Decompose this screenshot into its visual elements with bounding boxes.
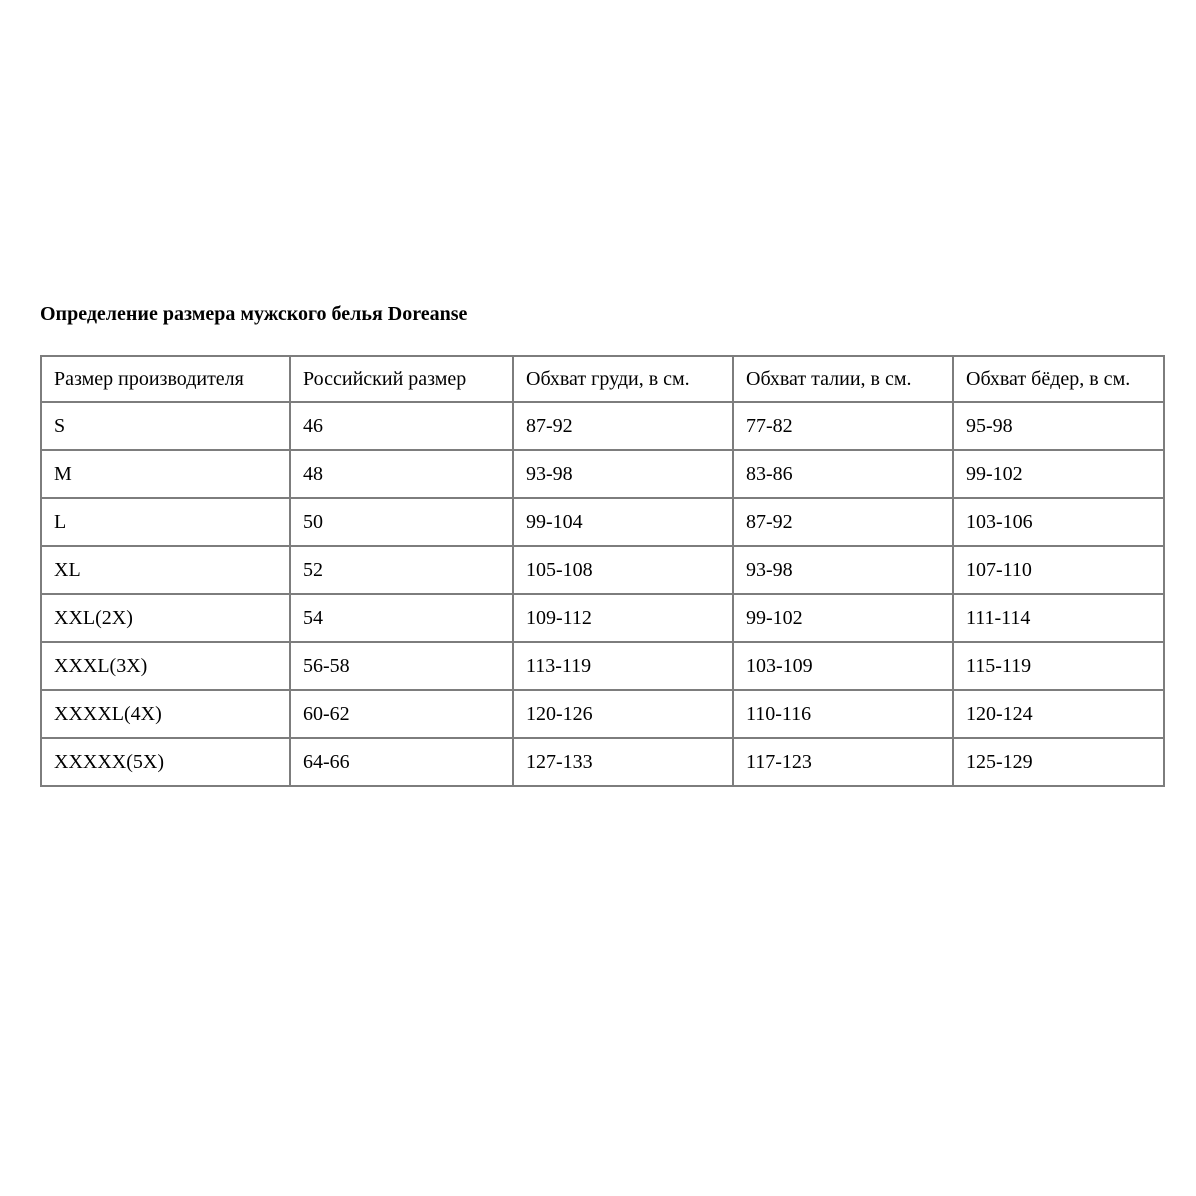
table-cell: L xyxy=(41,498,290,546)
table-cell: S xyxy=(41,402,290,450)
table-cell: XL xyxy=(41,546,290,594)
table-cell: 54 xyxy=(290,594,513,642)
table-cell: 107-110 xyxy=(953,546,1164,594)
table-cell: 48 xyxy=(290,450,513,498)
table-cell: 87-92 xyxy=(733,498,953,546)
table-cell: XXXXL(4X) xyxy=(41,690,290,738)
table-row xyxy=(41,738,1164,786)
table-cell: 99-102 xyxy=(953,450,1164,498)
table-cell: 60-62 xyxy=(290,690,513,738)
page-title: Определение размера мужского белья Doreanse xyxy=(40,303,468,325)
table-cell: 64-66 xyxy=(290,738,513,786)
table-cell: 56-58 xyxy=(290,642,513,690)
table-row xyxy=(41,690,1164,738)
table-cell: 110-116 xyxy=(733,690,953,738)
table-cell: 111-114 xyxy=(953,594,1164,642)
table-cell: 87-92 xyxy=(513,402,733,450)
table-cell: 127-133 xyxy=(513,738,733,786)
table-cell: 117-123 xyxy=(733,738,953,786)
table-cell: XXL(2X) xyxy=(41,594,290,642)
table-row xyxy=(41,642,1164,690)
table-cell: 103-106 xyxy=(953,498,1164,546)
table-row xyxy=(41,450,1164,498)
size-table-body xyxy=(41,402,1164,786)
table-cell: 120-126 xyxy=(513,690,733,738)
header-row xyxy=(41,356,1164,402)
table-cell: 50 xyxy=(290,498,513,546)
table-cell: 93-98 xyxy=(513,450,733,498)
table-row xyxy=(41,594,1164,642)
table-cell: 93-98 xyxy=(733,546,953,594)
column-header-chest: Обхват груди, в см. xyxy=(513,356,733,402)
column-header-waist: Обхват талии, в см. xyxy=(733,356,953,402)
table-cell: 105-108 xyxy=(513,546,733,594)
table-cell: 52 xyxy=(290,546,513,594)
table-cell: 115-119 xyxy=(953,642,1164,690)
table-row xyxy=(41,402,1164,450)
table-row xyxy=(41,546,1164,594)
table-cell: 109-112 xyxy=(513,594,733,642)
table-cell: 95-98 xyxy=(953,402,1164,450)
table-cell: 99-104 xyxy=(513,498,733,546)
column-header-hips: Обхват бёдер, в см. xyxy=(953,356,1164,402)
table-cell: 125-129 xyxy=(953,738,1164,786)
table-row xyxy=(41,498,1164,546)
table-cell: 103-109 xyxy=(733,642,953,690)
table-cell: 77-82 xyxy=(733,402,953,450)
table-cell: 46 xyxy=(290,402,513,450)
size-chart-table xyxy=(40,355,1165,787)
table-cell: 99-102 xyxy=(733,594,953,642)
table-cell: M xyxy=(41,450,290,498)
table-cell: 120-124 xyxy=(953,690,1164,738)
column-header-manufacturer-size: Размер производителя xyxy=(41,356,290,402)
table-cell: XXXXX(5X) xyxy=(41,738,290,786)
table-cell: 83-86 xyxy=(733,450,953,498)
table-cell: XXXL(3X) xyxy=(41,642,290,690)
table-cell: 113-119 xyxy=(513,642,733,690)
column-header-russian-size: Российский размер xyxy=(290,356,513,402)
